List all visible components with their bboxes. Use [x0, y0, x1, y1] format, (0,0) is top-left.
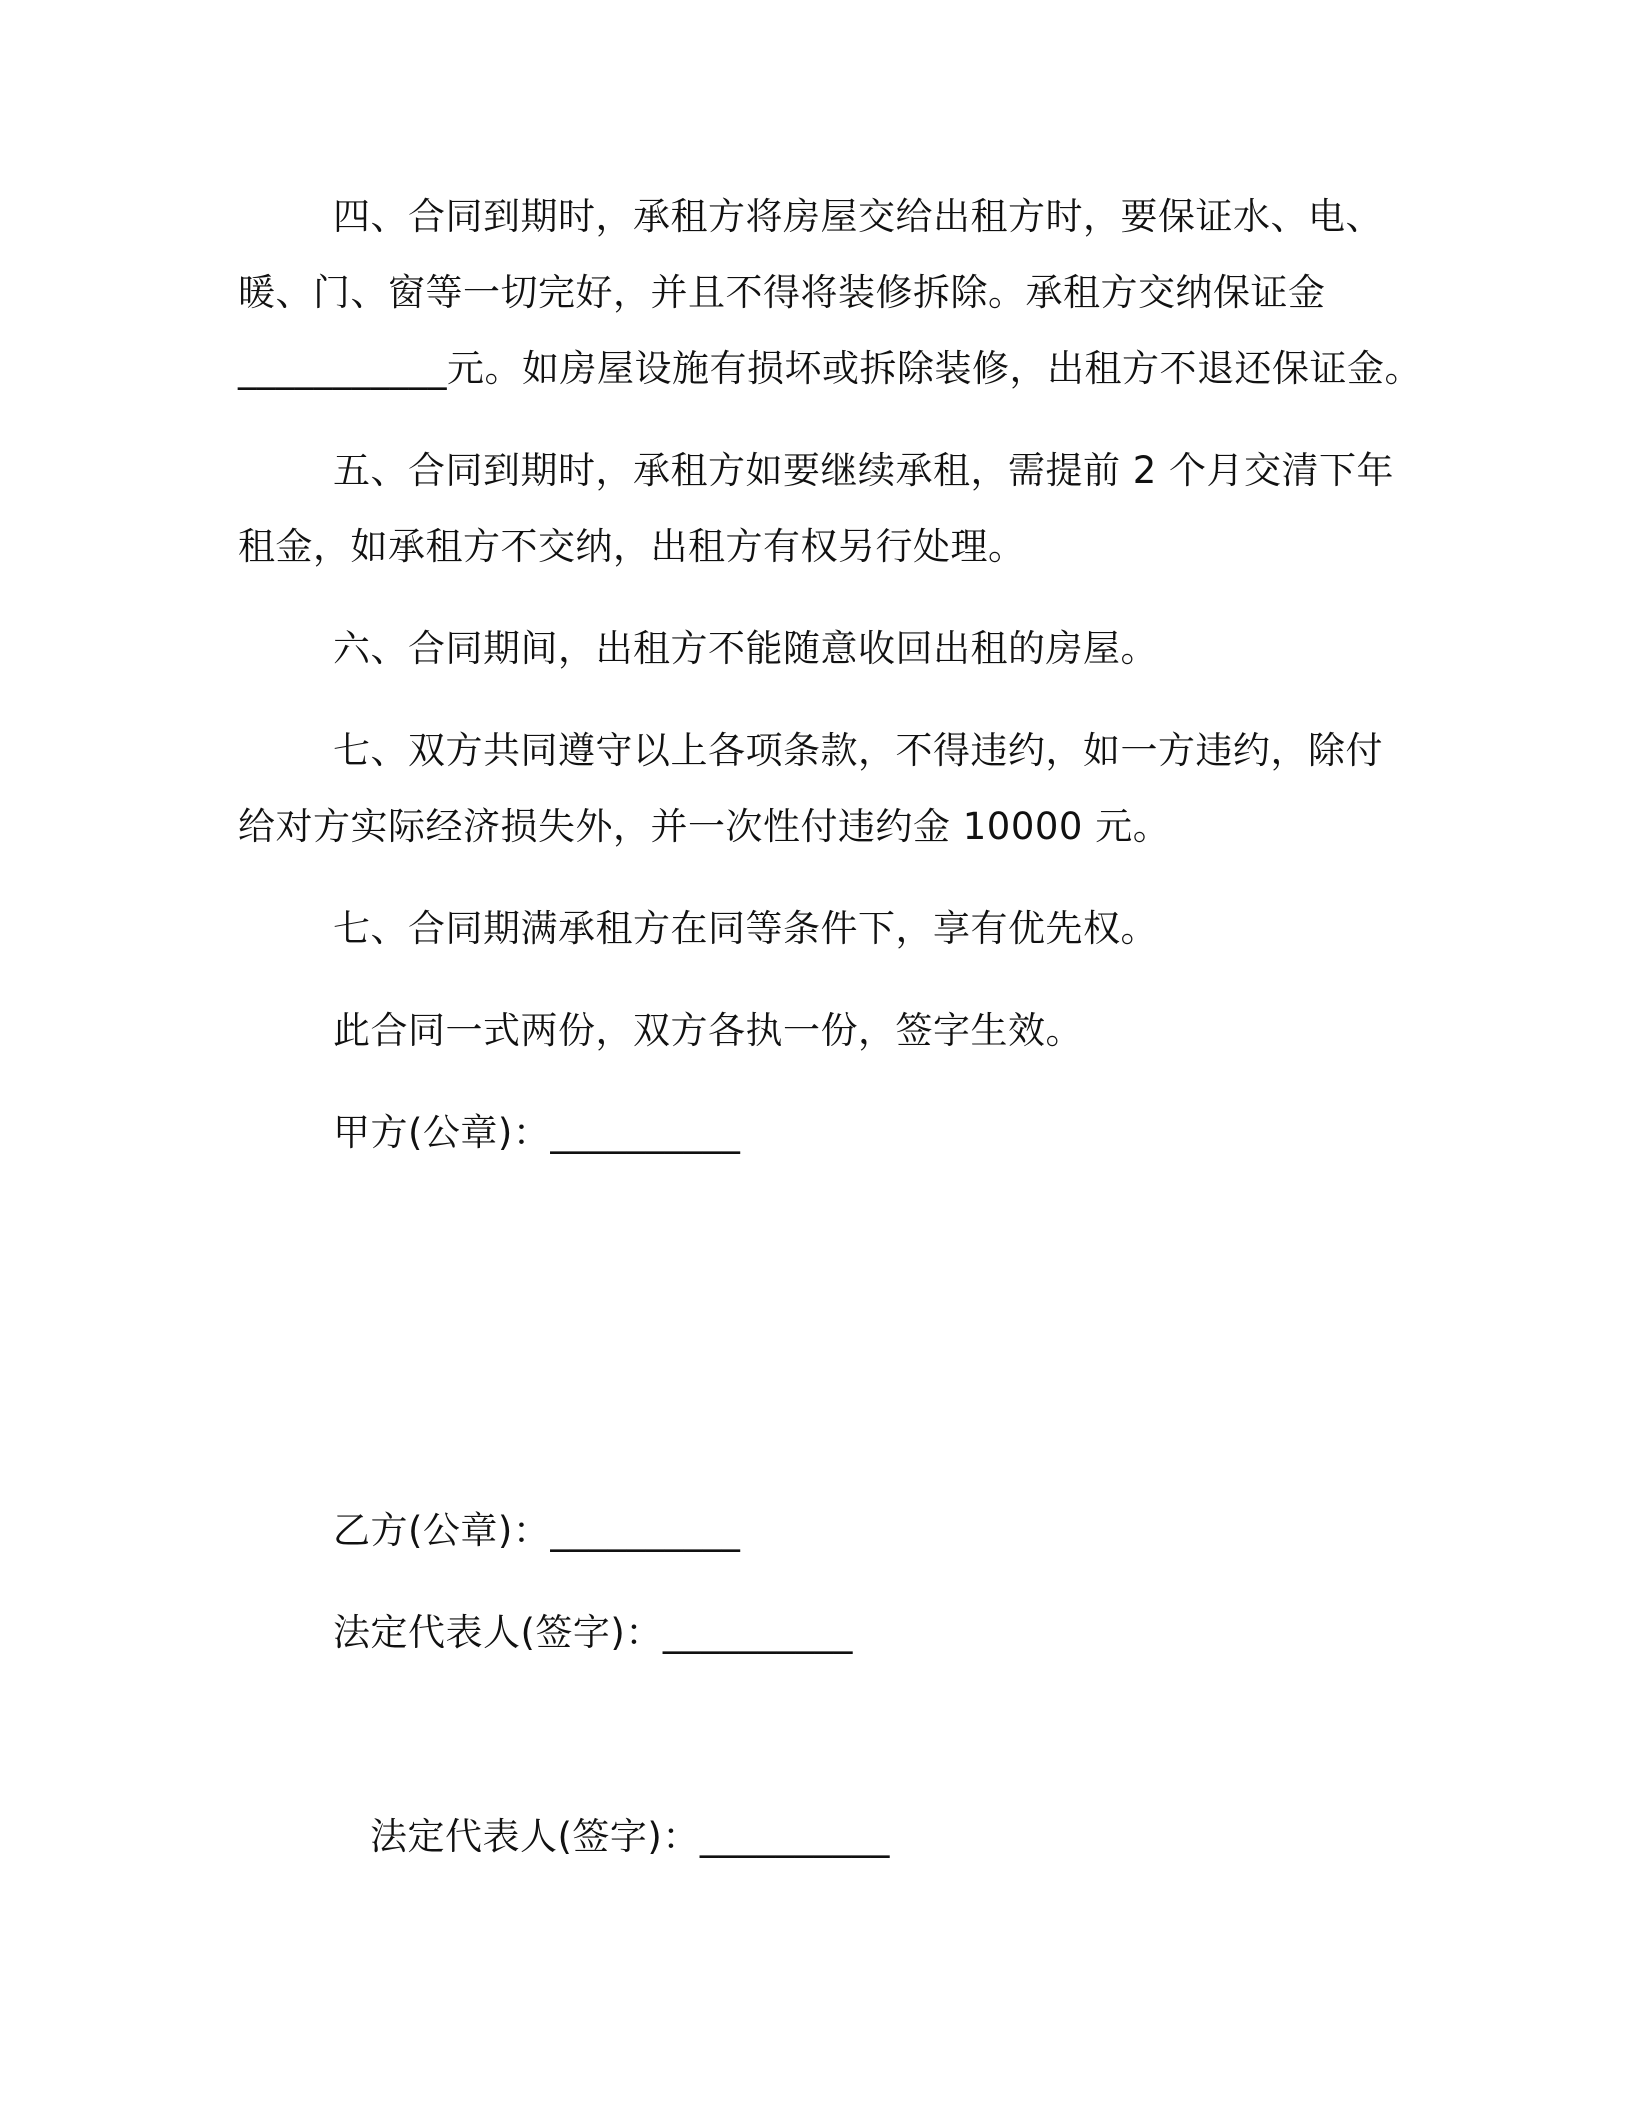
legal-representative-signature-1: 法定代表人(签字)：__________: [333, 1611, 853, 1654]
legal-representative-signature-2: 法定代表人(签字)：__________: [370, 1815, 890, 1858]
party-a-signature: 甲方(公章)：__________: [333, 1111, 741, 1154]
clause-7a-line-1: 七、双方共同遵守以上各项条款，不得违约，如一方违约，除付: [333, 729, 1383, 772]
clause-4-line-3: ___________元。如房屋设施有损坏或拆除装修，出租方不退还保证金。: [238, 347, 1422, 390]
clause-4-line-2: 暖、门、窗等一切完好，并且不得将装修拆除。承租方交纳保证金: [238, 271, 1326, 314]
clause-5-line-1: 五、合同到期时，承租方如要继续承租，需提前 2 个月交清下年: [333, 449, 1395, 492]
clause-4-line-1: 四、合同到期时，承租方将房屋交给出租方时，要保证水、电、: [333, 195, 1383, 238]
clause-7a-line-2: 给对方实际经济损失外，并一次性付违约金 10000 元。: [238, 805, 1171, 848]
clause-6-line-1: 六、合同期间，出租方不能随意收回出租的房屋。: [333, 627, 1158, 670]
closing-statement: 此合同一式两份，双方各执一份，签字生效。: [333, 1009, 1083, 1052]
party-b-signature: 乙方(公章)：__________: [333, 1509, 741, 1552]
clause-7b-line-1: 七、合同期满承租方在同等条件下，享有优先权。: [333, 907, 1158, 950]
clause-5-line-2: 租金，如承租方不交纳，出租方有权另行处理。: [238, 525, 1026, 568]
